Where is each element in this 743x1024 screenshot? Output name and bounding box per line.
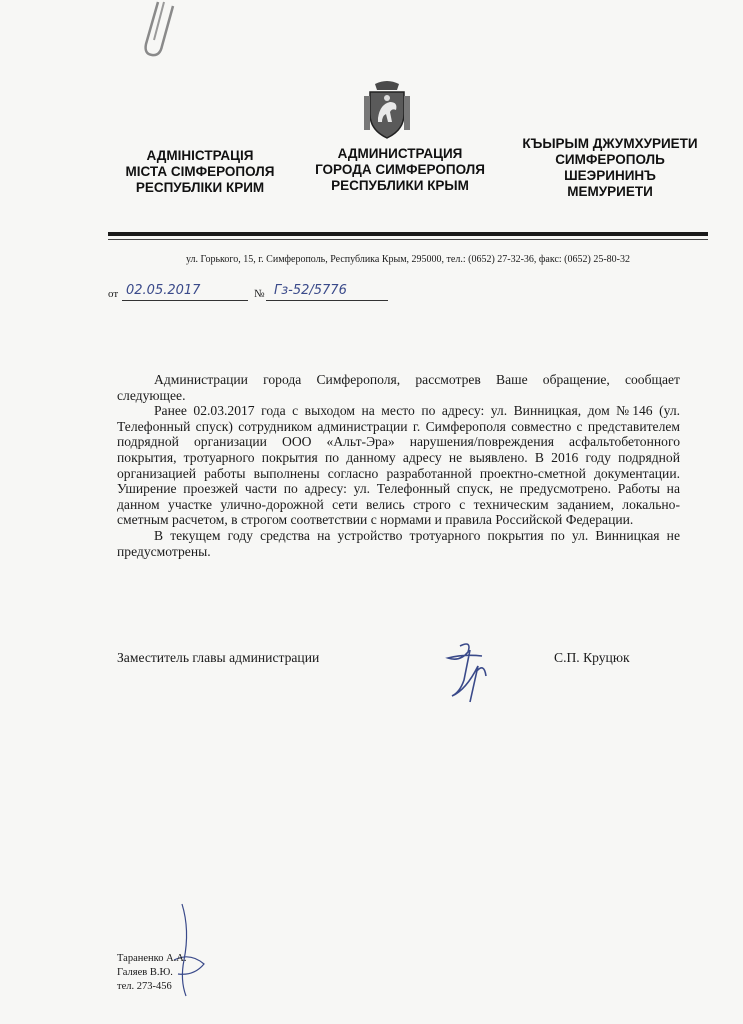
address-line: ул. Горького, 15, г. Симферополь, Республика Крым, 295000, тел.: (0652) 27-32-36, факс: (0652) 25-80-32 <box>185 254 630 265</box>
letter-body <box>117 372 680 559</box>
signatory-title: Заместитель главы администрации <box>117 650 320 665</box>
body-paragraph-2: Ранее 02.03.2017 года с выходом на место по адресу: ул. Винницкая, дом №146 (ул. Телефонный спуск) сотрудником администрации г. Симферополя совместно с представителем подрядной организации ООО «Альт-Эра» нарушения/повреждения асфальтобетонного покрытия, тротуарного покрытия по данному адресу не выявлено. В 2016 году подрядной организацией работы выполнены согласно разработанной проектно-сметной документации. Уширение проезжей части по адресу: ул. Телефонный спуск, не предусмотрено. Работы на данном участке улично-дорожной сети велись строго с техническим заданием, локально-сметным расчетом, в строгом соответствии с нормами и правила Российской Федерации. <box>117 403 680 528</box>
header-crimean-tatar <box>500 136 720 200</box>
header-left-line-1: АДМІНІСТРАЦІЯ <box>146 148 254 163</box>
header-right-line-2: СИМФЕРОПОЛЬ <box>555 152 665 167</box>
header-left-line-2: МІСТА СІМФЕРОПОЛЯ <box>125 164 275 179</box>
header-center-line-1: АДМИНИСТРАЦИЯ <box>337 146 463 161</box>
date-underline <box>122 300 248 301</box>
handwritten-signature-icon <box>430 632 510 712</box>
body-paragraph-1: Администрации города Симферополя, рассмотрев Ваше обращение, сообщает следующее. <box>117 372 680 403</box>
from-label: от <box>108 288 119 300</box>
signatory-name: С.П. Круцюк <box>554 650 630 665</box>
executors-block <box>117 952 186 994</box>
paperclip-icon <box>140 0 180 58</box>
header-center-line-3: РЕСПУБЛИКИ КРЫМ <box>331 178 469 193</box>
header-divider-thin <box>108 239 708 240</box>
header-divider-thick <box>108 232 708 236</box>
signature-block <box>117 650 680 670</box>
executor-1: Тараненко А.А. <box>117 953 187 964</box>
coat-of-arms-icon <box>362 78 412 140</box>
registration-date: 02.05.2017 <box>126 283 201 298</box>
executor-phone: тел. 273-456 <box>117 981 172 992</box>
registration-number: Гз-52/5776 <box>274 283 347 298</box>
header-ukrainian <box>100 148 300 196</box>
number-underline <box>266 300 388 301</box>
header-center-line-2: ГОРОДА СИМФЕРОПОЛЯ <box>315 162 485 177</box>
header-left-line-3: РЕСПУБЛІКИ КРИМ <box>135 180 265 195</box>
header-right-line-4: МЕМУРИЕТИ <box>567 184 653 199</box>
executor-2: Галяев В.Ю. <box>117 967 173 978</box>
body-paragraph-3: В текущем году средства на устройство тротуарного покрытия по ул. Винницкая не предусмотрены. <box>117 527 680 559</box>
header-right-line-3: ШЕЭРИНИНЪ <box>564 168 656 183</box>
number-label: № <box>254 288 265 300</box>
header-russian <box>290 146 510 194</box>
header-right-line-1: КЪЫРЫМ ДЖУМХУРИЕТИ <box>522 136 698 151</box>
